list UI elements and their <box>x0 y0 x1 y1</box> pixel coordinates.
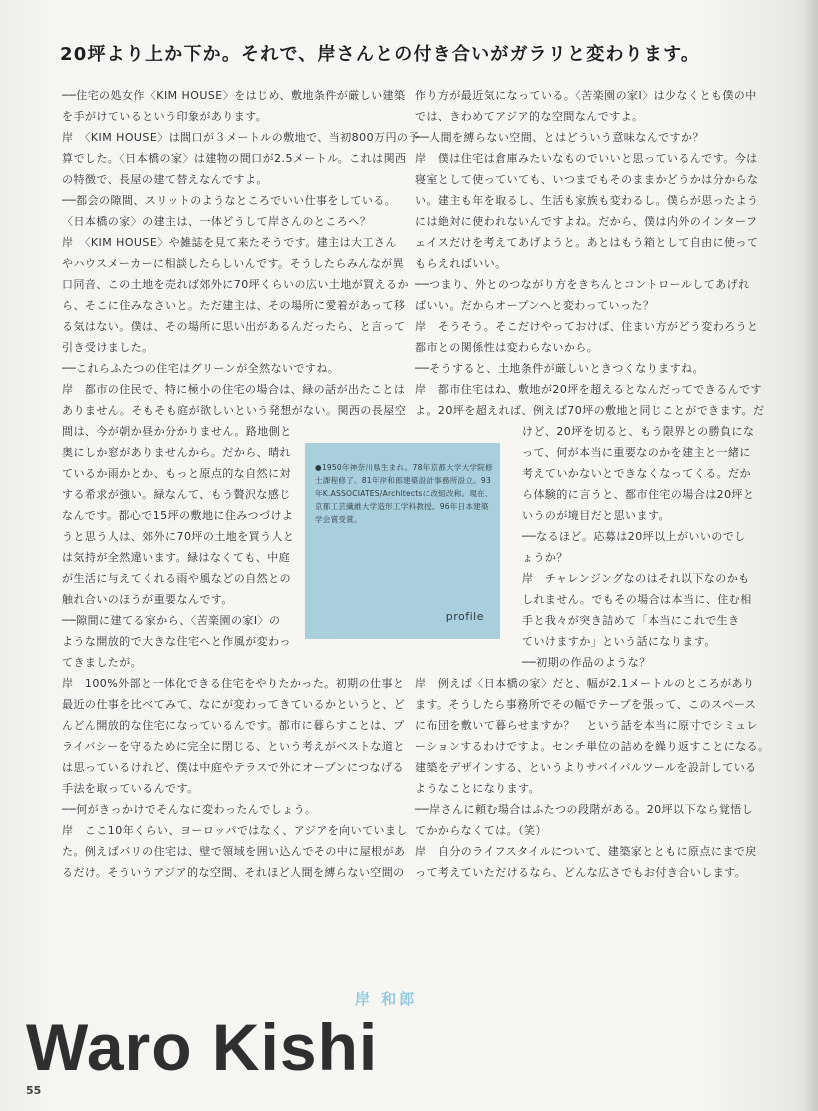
left-text-line: てきましたが。 <box>62 656 143 669</box>
right-text-line: 岸 そうそう。そこだけやっておけば、住まい方がどう変わろうと <box>415 320 759 333</box>
right-text-line: ──つまり、外とのつながり方をきちんとコントロールしてあげれ <box>415 278 750 291</box>
right-text-line: 建築をデザインする、というよりサバイバルツールを設計している <box>415 761 757 774</box>
left-text-line: ──都会の隙間、スリットのようなところでいい仕事をしている。 <box>62 194 397 207</box>
right-text-line: ます。そうしたら事務所でその幅でテープを張って、このスペース <box>415 698 757 711</box>
right-text-line: 考えていかないとできなくなってくる。だか <box>522 467 751 480</box>
left-text-line: ──これらふたつの住宅はグリーンが全然ないですね。 <box>62 362 340 375</box>
left-text-line: ──隙間に建てる家から、〈苦楽園の家Ⅰ〉の <box>62 614 281 627</box>
right-text-line: ょうか？ <box>522 551 568 564</box>
right-text-line: 寝室として使っていても、いつまでもそのままかどうかは分からな <box>415 173 759 186</box>
left-text-line: ら、そこに住みなさいと。ただ建主は、その場所に愛着があって移 <box>62 299 406 312</box>
left-text-line: 手法を取っているんです。 <box>62 782 199 795</box>
left-text-line: やハウスメーカーに相談したらしいんです。そうしたらみんなが異 <box>62 257 405 270</box>
left-text-line: 触れ合いのほうが重要なんです。 <box>62 593 233 606</box>
right-text-line: ーションするわけですよ。センチ単位の詰めを繰り返すことになる。 <box>415 740 770 753</box>
right-text-line: 手と我々が突き詰めて「本当にこれで生き <box>522 614 740 627</box>
left-text-line: 〈日本橋の家〉の建主は、一体どうして岸さんのところへ？ <box>62 215 372 228</box>
right-text-line: よ。20坪を超えれば、例えば70坪の敷地と同じことができます。だ <box>415 404 765 417</box>
left-text-line: ような開放的で大きな住宅へと作風が変わっ <box>62 635 291 648</box>
right-text-line: もらえればいい。 <box>415 257 507 270</box>
left-text-line: 口同音、この土地を売れば郊外に70坪くらいの広い土地が買えるか <box>62 278 409 291</box>
right-text-line: てかからなくては。（笑） <box>415 824 547 837</box>
left-text-line: た。例えばバリの住宅は、壁で領域を囲い込んでその中に屋根があ <box>62 845 406 858</box>
left-text-line: ──何がきっかけでそんなに変わったんでしょう。 <box>62 803 317 816</box>
left-text-line: は気持が全然違います。緑はなくても、中庭 <box>62 551 291 564</box>
right-text-line: ──人間を縛らない空間、とはどういう意味なんですか？ <box>415 131 704 144</box>
architect-name-japanese: 岸 和郎 <box>355 990 418 1008</box>
left-text-line: する希求が強い。緑なんて、もう贅沢な感じ <box>62 488 291 501</box>
left-text-line: るだけ。そういうアジア的な空間、それほど人間を縛らない空間の <box>62 866 405 879</box>
left-text-line: ──住宅の処女作〈KIM HOUSE〉をはじめ、敷地条件が厳しい建築 <box>62 89 406 102</box>
left-text-line: ているか雨かとか、もっと原点的な自然に対 <box>62 467 291 480</box>
left-text-line: の特徴で、長屋の建て替えなんですよ。 <box>62 173 268 186</box>
left-text-line: 岸 100%外部と一体化できる住宅をやりたかった。初期の仕事と <box>62 677 405 690</box>
left-text-line: 岸 都市の住民で、特に極小の住宅の場合は、緑の話が出たことは <box>62 383 406 396</box>
profile-label: profile <box>445 610 484 623</box>
left-text-line: 間は、今が朝か昼か分かりません。路地側と <box>62 425 292 438</box>
right-text-line: ──なるほど。応募は20坪以上がいいのでし <box>522 530 746 543</box>
right-text-line: 作り方が最近気になっている。〈苦楽園の家Ⅰ〉は少なくとも僕の中 <box>415 89 757 102</box>
headline: 20坪より上か下か。それで、岸さんとの付き合いがガラリと変わります。 <box>60 44 701 65</box>
architect-name-english: Waro Kishi <box>26 1010 379 1084</box>
left-text-line: 算でした。〈日本橋の家〉は建物の間口が2.5メートル。これは関西 <box>62 152 407 165</box>
right-text-line: ──そうすると、土地条件が厳しいときつくなりますね。 <box>415 362 704 375</box>
profile-text: ●1950年神奈川県生まれ。78年京都大学大学院修士課程修了。81年岸和郎建築設計事務所設立。93年K.ASSOCIATES/Architectsに改組改称。現在、京都工芸繊維大学造形工学科教授。96年日本建築学会賞受賞。 <box>315 463 493 524</box>
right-text-line: では、きわめてアジア的な空間なんですよ。 <box>415 110 644 123</box>
profile-box <box>305 443 500 639</box>
left-text-line: を手がけているという印象があります。 <box>62 110 268 123</box>
right-text-line: 岸 都市住宅はね、敷地が20坪を超えるとなんだってできるんです <box>415 383 762 396</box>
right-text-line: ようなことになります。 <box>415 782 541 795</box>
right-text-line: には絶対に使われないんですよね。だから、僕は内外のインターフ <box>415 215 758 228</box>
page-gutter-shadow <box>804 0 818 1111</box>
right-text-line: 都市との関係性は変わらないから。 <box>415 341 599 354</box>
left-text-line: 最近の仕事を比べてみて、なにが変わってきているかというと、ど <box>62 698 406 711</box>
right-text-line: ──岸さんに頼む場合はふたつの段階がある。20坪以下なら覚悟し <box>415 803 754 816</box>
left-text-line: なんです。都心で15坪の敷地に住みつづけよ <box>62 509 294 522</box>
left-text-line: 奥にしか窓がありませんから。だから、晴れ <box>62 446 291 459</box>
right-text-line: い。建主も年を取るし、生活も家族も変わるし。僕らが思ったよう <box>415 194 759 207</box>
left-text-line: が生活に与えてくれる雨や風などの自然との <box>62 572 291 585</box>
right-text-line: いうのが境目だと思います。 <box>522 509 670 522</box>
right-text-line: ら体験的に言うと、都市住宅の場合は20坪と <box>522 488 755 501</box>
right-text-line: ばいい。だからオープンへと変わっていった？ <box>415 299 655 312</box>
left-text-line: 岸 〈KIM HOUSE〉は間口が３メートルの敷地で、当初800万円の予 <box>62 131 420 144</box>
left-text-line: ライバシーを守るために完全に閉じる、という考えがベストな道と <box>62 740 405 753</box>
right-text-line: 岸 チャレンジングなのはそれ以下なのかも <box>522 572 750 585</box>
left-text-line: うと思う人は、郊外に70坪の土地を買う人と <box>62 530 295 543</box>
right-text-line: に布団を敷いて暮らせますか？ という話を本当に原寸でシミュレ <box>415 719 758 732</box>
left-text-line: る気はない。僕は、その場所に思い出があるんだったら、と言って <box>62 320 406 333</box>
right-text-line: 岸 僕は住宅は倉庫みたいなものでいいと思っているんです。今は <box>415 152 758 165</box>
left-text-line: 岸 ここ10年くらい、ヨーロッパではなく、アジアを向いていまし <box>62 824 408 837</box>
left-text-line: んどん開放的な住宅になっているんです。都市に暮らすことは、プ <box>62 719 405 732</box>
right-text-line: ェイスだけを考えてあげようと。あとはもう箱として自由に使って <box>415 236 759 249</box>
left-text-line: 岸 〈KIM HOUSE〉や雑誌を見て来たそうです。建主は大工さん <box>62 236 397 249</box>
right-text-line: 岸 例えば〈日本橋の家〉だと、幅が2.1メートルのところがあり <box>415 677 755 690</box>
right-text-line: けど、20坪を切ると、もう限界との勝負にな <box>522 425 755 438</box>
left-text-line: は思っているけれど、僕は中庭やテラスで外にオープンにつなげる <box>62 761 404 774</box>
right-text-line: って、何が本当に重要なのかを建主と一緒に <box>522 446 751 459</box>
right-text-line: ──初期の作品のような？ <box>522 656 651 669</box>
page-number: 55 <box>26 1084 42 1097</box>
right-text-line: しれません。でもその場合は本当に、住む相 <box>522 593 752 606</box>
left-text-line: ありません。そもそも庭が欲しいという発想がない。関西の長屋空 <box>62 404 407 417</box>
left-text-line: 引き受けました。 <box>62 341 154 354</box>
right-text-line: ていけますか」という話になります。 <box>522 635 716 648</box>
right-text-line: って考えていただけるなら、どんな広さでもお付き合いします。 <box>415 866 747 879</box>
right-text-line: 岸 自分のライフスタイルについて、建築家とともに原点にまで戻 <box>415 845 757 858</box>
